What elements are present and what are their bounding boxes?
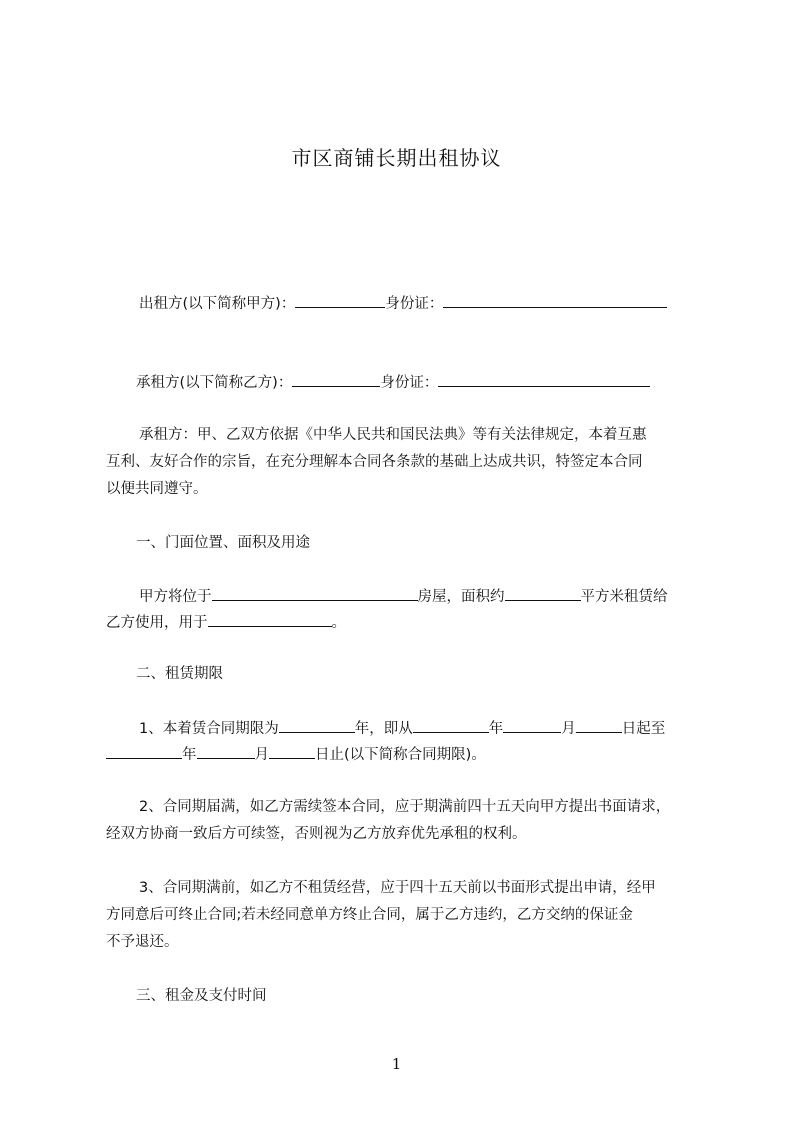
end-month-label: 月 [254, 747, 269, 763]
section-1-para-line-1 [139, 585, 668, 607]
party-a-label: 出租方(以下简称甲方)： [139, 296, 296, 312]
term-years-blank [279, 717, 355, 733]
section-1-para-line-2 [106, 611, 346, 633]
location-blank [212, 585, 418, 601]
clause-2-2-line-1: 2、合同期届满，如乙方需续签本合同，应于期满前四十五天向甲方提出书面请求， [139, 799, 671, 815]
end-year-blank [106, 743, 182, 759]
party-a-line [139, 292, 667, 314]
usage-blank [208, 611, 332, 627]
party-a-id-blank [443, 292, 667, 308]
party-a-name-blank [295, 292, 385, 308]
clause-2-2-line-2: 经双方协商一致后方可续签，否则视为乙方放弃优先承租的权利。 [106, 826, 527, 842]
term-label: 1、本着赁合同期限为 [139, 721, 279, 737]
start-month-label: 月 [561, 721, 576, 737]
section-3-heading: 三、租金及支付时间 [136, 988, 267, 1004]
intro-line-3: 以便共同遵守。 [106, 481, 208, 497]
start-month-blank [503, 717, 561, 733]
usage-label: 乙方使用，用于 [106, 615, 208, 631]
clause-2-3-line-1: 3、合同期满前，如乙方不租赁经营，应于四十五天前以书面形式提出申请，经甲 [139, 880, 656, 896]
location-label: 甲方将位于 [139, 589, 212, 605]
start-year-label: 年 [488, 721, 504, 737]
party-b-name-blank [292, 371, 380, 387]
clause-2-1-line-2 [106, 743, 486, 765]
start-year-blank [413, 717, 489, 733]
usage-end: 。 [331, 615, 346, 631]
end-day-blank [269, 743, 315, 759]
party-b-label: 承租方(以下简称乙方)： [136, 375, 293, 391]
start-day-label: 日起至 [621, 721, 666, 737]
section-2-heading: 二、租赁期限 [136, 666, 223, 682]
page-number: 1 [391, 1055, 402, 1073]
end-month-blank [197, 743, 255, 759]
intro-line-1: 承租方：甲、乙双方依据《中华人民共和国民法典》等有关法律规定，本着互惠 [139, 427, 647, 443]
start-day-blank [576, 717, 622, 733]
party-b-id-label: 身份证： [380, 375, 439, 391]
document-title: 市区商铺长期出租协议 [291, 146, 502, 170]
intro-line-2: 互利、友好合作的宗旨，在充分理解本合同各条款的基础上达成共识，特签定本合同 [106, 454, 643, 470]
end-year-label: 年 [182, 747, 197, 763]
end-day-label: 日止(以下简称合同期限)。 [315, 747, 486, 763]
clause-2-3-line-3: 不予退还。 [106, 934, 179, 950]
term-from-label: 年，即从 [354, 721, 413, 737]
party-a-id-label: 身份证： [385, 296, 444, 312]
section-1-heading: 一、门面位置、面积及用途 [136, 535, 310, 551]
party-b-line [136, 371, 650, 393]
clause-2-1-line-1 [139, 717, 665, 739]
clause-2-3-line-2: 方同意后可终止合同;若未经同意单方终止合同，属于乙方违约，乙方交纳的保证金 [106, 907, 633, 923]
party-b-id-blank [438, 371, 650, 387]
area-blank [505, 585, 581, 601]
area-unit-label: 平方米租赁给 [580, 589, 668, 605]
area-label: 房屋，面积约 [417, 589, 505, 605]
